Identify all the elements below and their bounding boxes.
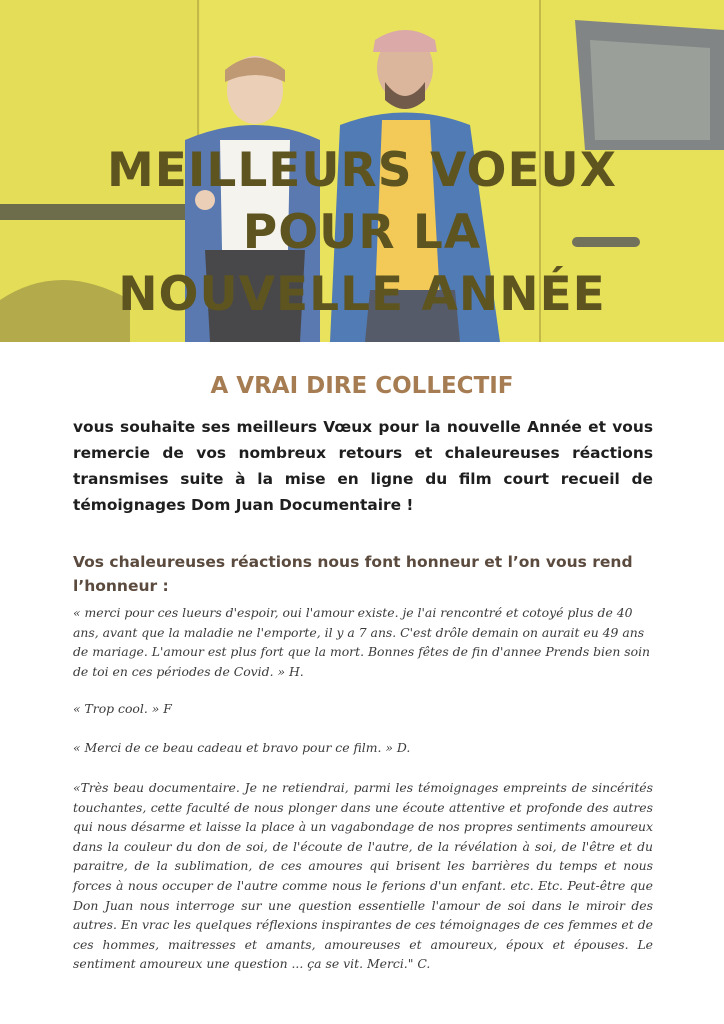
hero-title-line3: NOUVELLE ANNÉE: [118, 267, 606, 322]
hero-title: [0, 140, 724, 326]
hero-title-line2: POUR LA: [242, 205, 482, 260]
collective-name: A VRAI DIRE COLLECTIF: [210, 373, 514, 399]
testimonial-quote: « Trop cool. » F: [73, 701, 172, 716]
hero-title-line1: MEILLEURS VOEUX: [107, 143, 617, 198]
section-title: Vos chaleureuses réactions nous font honneur et l’on vous rend l’honneur :: [73, 553, 633, 595]
testimonial-quote: « merci pour ces lueurs d'espoir, oui l'amour existe. je l'ai rencontré et cotoyé plus de 40 ans, avant que la maladie ne l'emporte, il y a 7 ans. C'est drôle demain on aurait eu 49 ans de mariage. L'amour est plus fort que la mort. Bonnes fêtes de fin d'annee Prends bien soin de toi en ces périodes de Covid. » H.: [73, 605, 651, 679]
intro-paragraph: vous souhaite ses meilleurs Vœux pour la nouvelle Année et vous remercie de vos nombreux retours et chaleureuses réactions transmises suite à la mise en ligne du film court recueil de témoignages Dom Juan Documentaire !: [73, 418, 653, 514]
testimonial-quote: « Merci de ce beau cadeau et bravo pour ce film. » D.: [73, 740, 411, 755]
testimonial-quote: «Très beau documentaire. Je ne retiendrai, parmi les témoignages empreints de sincérités touchantes, cette faculté de nous plonger dans une écoute attentive et profonde des autres qui nous désarme et laisse la place à un vagabondage de nos propres sentiments amoureux dans la couleur du don de soi, de l'écoute de l'autre, de la révélation à soi, de l'être et du paraitre, de la sublimation, de ces amoures qui brisent les barrières du temps et nous forces à nous occuper de l'autre comme nous le ferions d'un enfant. etc. Etc. Peut-être que Don Juan nous interroge sur une question essentielle l'amour de soi dans le miroir des autres. En vrac les quelques réflexions inspirantes de ces témoignages de ces femmes et de ces hommes, maitresses et amants, amoureuses et amoureux, époux et épouses. Le sentiment amoureux une question ... ça se vit. Merci." C.: [73, 780, 653, 972]
hero-banner: [0, 0, 724, 342]
